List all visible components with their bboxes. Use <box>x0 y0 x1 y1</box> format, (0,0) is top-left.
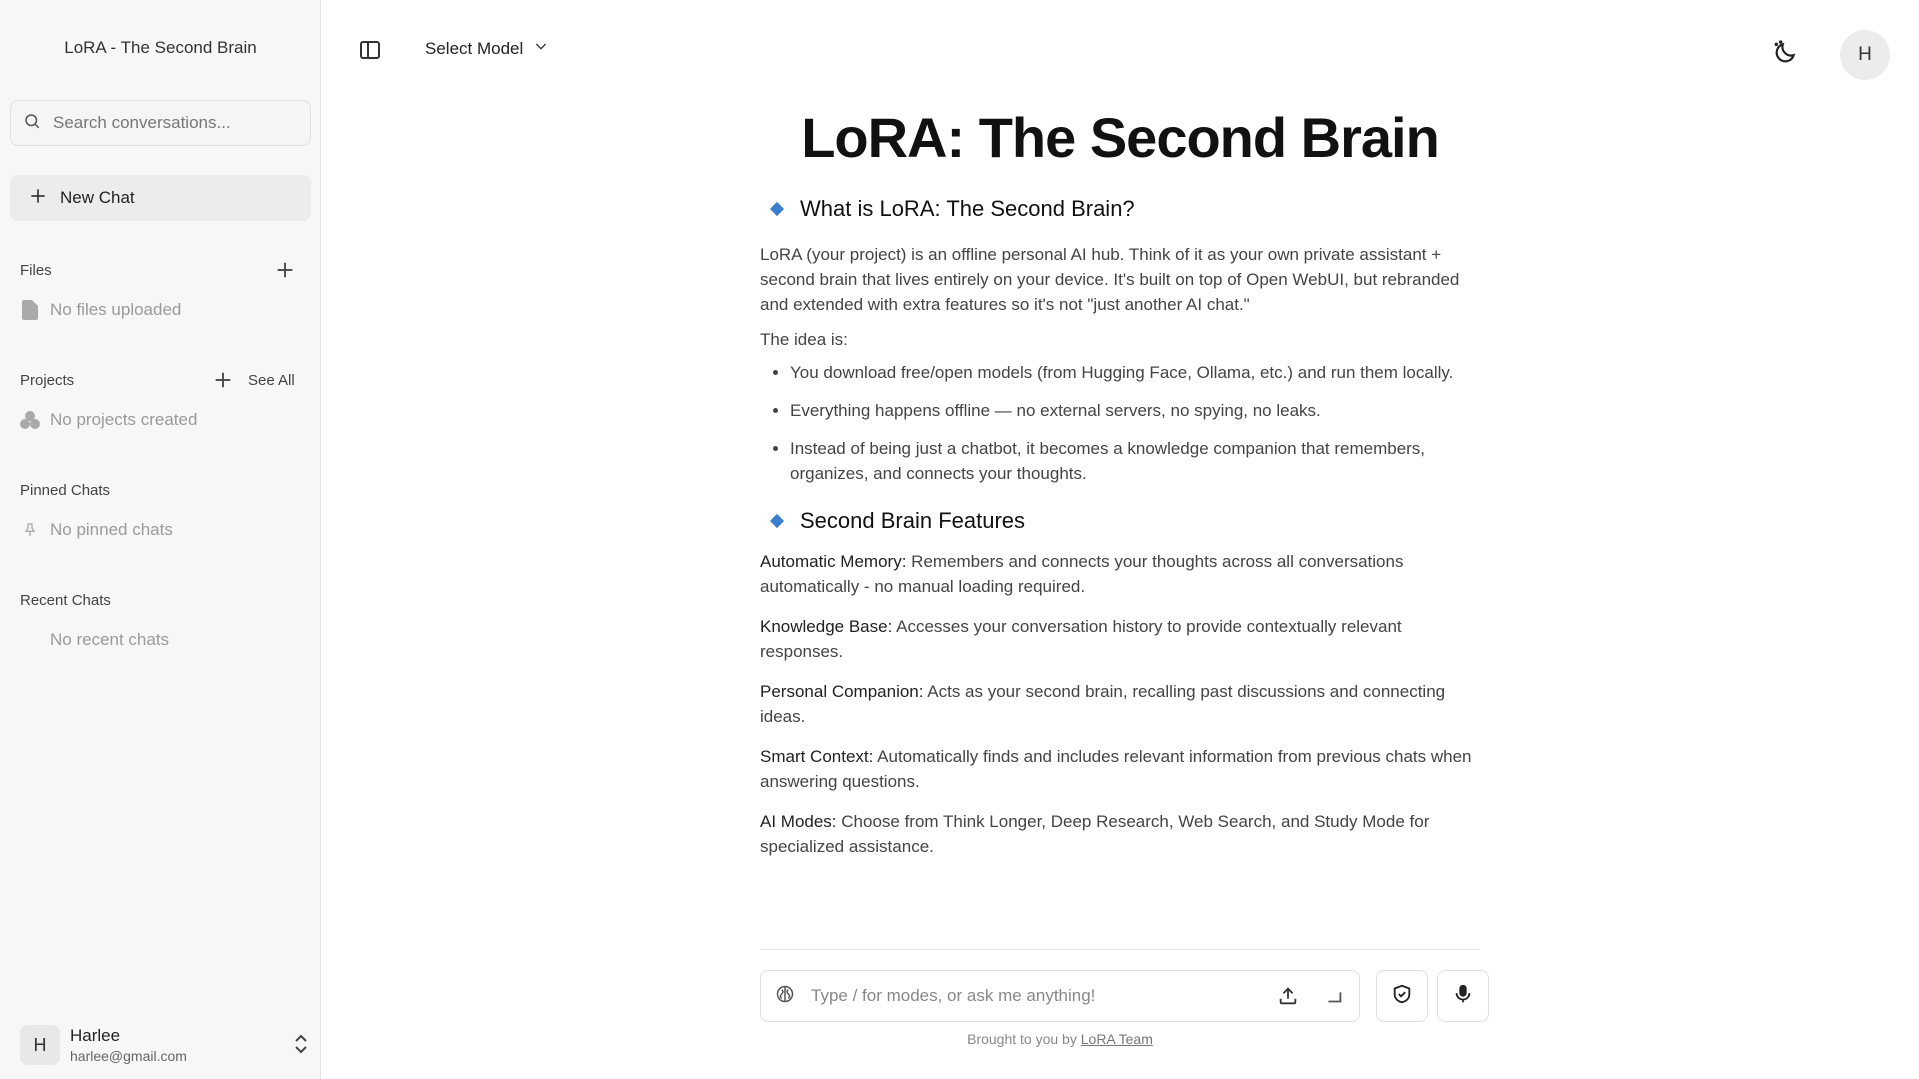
model-select-label: Select Model <box>425 38 524 58</box>
files-empty <box>20 300 181 320</box>
profile-avatar-button[interactable]: H <box>1840 30 1890 80</box>
chevron-up-down-icon[interactable] <box>292 1033 310 1060</box>
feature-label: Smart Context: <box>760 747 874 766</box>
chevron-down-icon <box>533 38 549 59</box>
diamond-bullet-icon <box>770 514 784 528</box>
model-select[interactable] <box>425 38 549 59</box>
feature-paragraph <box>760 809 1480 859</box>
pinned-empty <box>20 520 173 540</box>
theme-toggle-button[interactable] <box>1772 40 1798 71</box>
see-all-projects-link[interactable]: See All <box>248 372 295 389</box>
search-box[interactable] <box>10 100 311 146</box>
user-email: harlee@gmail.com <box>70 1048 187 1064</box>
search-icon <box>23 112 41 135</box>
chat-content <box>760 105 1480 859</box>
idea-paragraph: The idea is: <box>760 330 848 349</box>
add-file-button[interactable] <box>274 259 296 286</box>
section-heading-text: Second Brain Features <box>800 508 1026 533</box>
feature-paragraph <box>760 744 1480 794</box>
pinned-heading: Pinned Chats <box>20 482 111 499</box>
list-item: • Instead of being just a chatbot, it becomes a knowledge companion that remembers, organizes, and connects your thoughts. <box>790 436 1480 486</box>
section-heading-what-is <box>760 196 1480 222</box>
feature-label: Personal Companion: <box>760 682 924 701</box>
idea-list <box>760 360 1480 486</box>
microphone-icon <box>1452 983 1474 1010</box>
sidebar-panel-icon <box>358 49 382 66</box>
user-menu[interactable] <box>20 1023 310 1067</box>
files-heading: Files <box>20 262 52 279</box>
pinned-empty-text: No pinned chats <box>50 520 173 539</box>
feature-paragraph <box>760 679 1480 729</box>
page-title: LoRA: The Second Brain <box>801 106 1439 169</box>
search-input[interactable] <box>51 112 291 134</box>
feature-text: Accesses your conversation history to provide contextually relevant responses. <box>760 617 1402 661</box>
recent-empty-text: No recent chats <box>50 630 170 649</box>
projects-empty <box>20 410 197 430</box>
feature-text: Remembers and connects your thoughts across all conversations automatically - no manual loading required. <box>760 552 1404 596</box>
feature-text: Acts as your second brain, recalling past discussions and connecting ideas. <box>760 682 1446 726</box>
feature-text: Automatically finds and includes relevant information from previous chats when answering questions. <box>760 747 1472 791</box>
list-item: • You download free/open models (from Hugging Face, Ollama, etc.) and run them locally. <box>790 360 1480 385</box>
files-empty-text: No files uploaded <box>50 300 182 319</box>
diamond-bullet-icon <box>770 202 784 216</box>
user-name: Harlee <box>70 1026 121 1045</box>
new-chat-button[interactable] <box>10 175 311 221</box>
plus-icon <box>28 186 48 211</box>
projects-heading: Projects <box>20 372 75 389</box>
shield-check-icon <box>1391 983 1413 1010</box>
file-icon <box>20 300 40 320</box>
recent-empty <box>20 630 169 650</box>
moon-icon <box>1772 53 1798 70</box>
feature-paragraph <box>760 614 1480 664</box>
section-heading-text: What is LoRA: The Second Brain? <box>800 196 1135 221</box>
projects-icon <box>20 410 40 430</box>
feature-text: Choose from Think Longer, Deep Research, Web Search, and Study Mode for specialized assistance. <box>760 812 1430 856</box>
projects-empty-text: No projects created <box>50 410 198 429</box>
user-avatar: H <box>20 1025 60 1065</box>
feature-label: Knowledge Base: <box>760 617 893 636</box>
brain-icon[interactable] <box>775 984 795 1009</box>
brand-title: LoRA - The Second Brain <box>64 38 257 57</box>
section-heading-features <box>760 508 1480 534</box>
message-composer[interactable] <box>760 970 1360 1022</box>
feature-label: Automatic Memory: <box>760 552 907 571</box>
list-item: • Everything happens offline — no external servers, no spying, no leaks. <box>790 398 1480 423</box>
recent-heading: Recent Chats <box>20 592 111 609</box>
new-chat-label: New Chat <box>60 188 135 207</box>
upload-icon[interactable] <box>1277 985 1299 1012</box>
pin-icon <box>20 520 40 540</box>
toggle-sidebar-button[interactable] <box>358 38 382 67</box>
lora-team-link[interactable]: LoRA Team <box>1080 1031 1153 1047</box>
feature-paragraph <box>760 549 1480 599</box>
composer-divider <box>760 949 1480 950</box>
enter-icon[interactable] <box>1323 985 1345 1012</box>
feature-label: AI Modes: <box>760 812 837 831</box>
footer-credit <box>760 1031 1360 1047</box>
voice-input-button[interactable] <box>1437 970 1489 1022</box>
privacy-shield-button[interactable] <box>1376 970 1428 1022</box>
sidebar <box>0 0 321 1079</box>
intro-paragraph: LoRA (your project) is an offline personal AI hub. Think of it as your own private assistant + second brain that lives entirely on your device. It's built on top of Open WebUI, but rebranded and extended with extra features so it's not "just another AI chat." <box>760 245 1460 314</box>
footer-prefix: Brought to you by <box>967 1031 1081 1047</box>
add-project-button[interactable] <box>212 369 234 396</box>
message-input[interactable] <box>809 985 1249 1007</box>
